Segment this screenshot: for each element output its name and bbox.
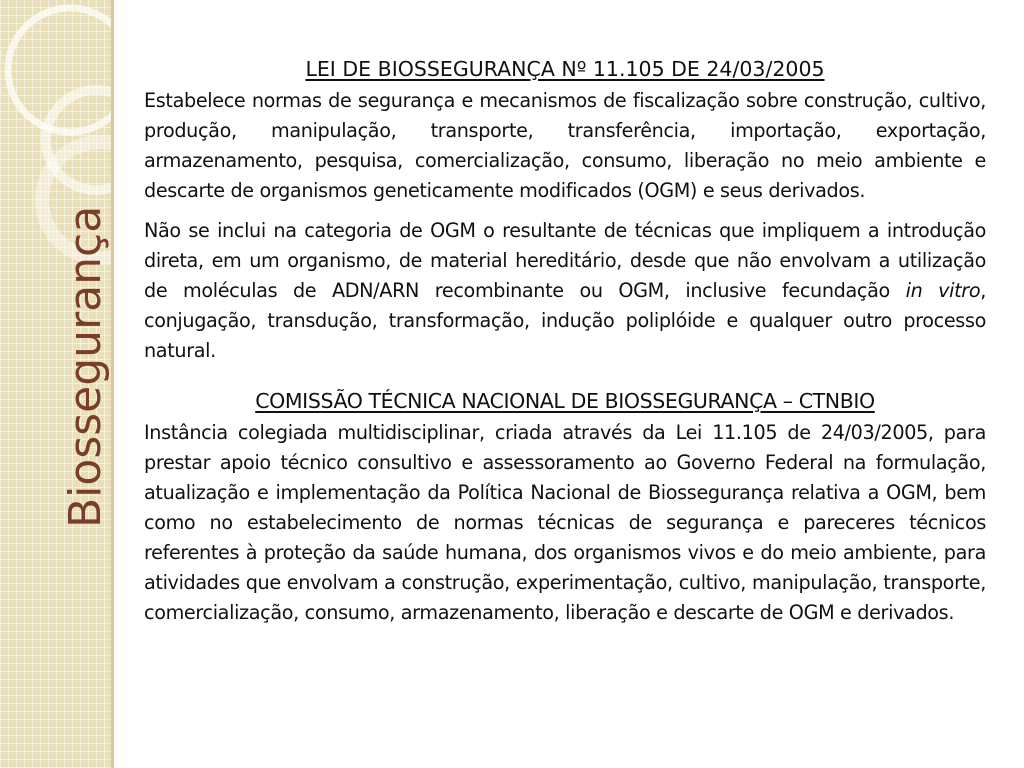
- in-vitro-italic-term: in vitro: [905, 279, 981, 302]
- ogm-exclusion-paragraph: [144, 216, 986, 366]
- ctnbio-description-paragraph: Instância colegiada multidisciplinar, criada através da Lei 11.105 de 24/03/2005, para prestar apoio técnico consultivo e assessoramento ao Governo Federal na formulação, atualização e implementação da Política Nacional de Biossegurança relativa a OGM, bem como no estabelecimento de normas técnicas de segurança e pareceres técnicos referentes à proteção da saúde humana, dos organismos vivos e do meio ambiente, para atividades que envolvam a construção, experimentação, cultivo, manipulação, transporte, comercialização, consumo, armazenamento, liberação e descarte de OGM e derivados.: [144, 421, 986, 624]
- ogm-exclusion-text-start: Não se inclui na categoria de OGM o resultante de técnicas que impliquem a introdução direta, em um organismo, de material hereditário, desde que não envolvam a utilização de moléculas de ADN/ARN recombinante ou OGM, inclusive fecundação: [144, 219, 986, 302]
- ogm-exclusion-text-end: , conjugação, transdução, transformação, indução poliplóide e qualquer outro processo natural.: [144, 279, 986, 362]
- sidebar-vertical-title: Biossegurança: [60, 205, 111, 528]
- ctnbio-heading: COMISSÃO TÉCNICA NACIONAL DE BIOSSEGURANÇA – CTNBIO: [255, 389, 875, 413]
- slide-content: [144, 54, 986, 638]
- law-heading: LEI DE BIOSSEGURANÇA Nº 11.105 DE 24/03/2005: [305, 57, 825, 81]
- law-description-paragraph: Estabelece normas de segurança e mecanismos de fiscalização sobre construção, cultivo, produção, manipulação, transporte, transferência, importação, exportação, armazenamento, pesquisa, comercialização, consumo, liberação no meio ambiente e descarte de organismos geneticamente modificados (OGM) e seus derivados.: [144, 89, 986, 202]
- decorative-side-band: [0, 0, 114, 768]
